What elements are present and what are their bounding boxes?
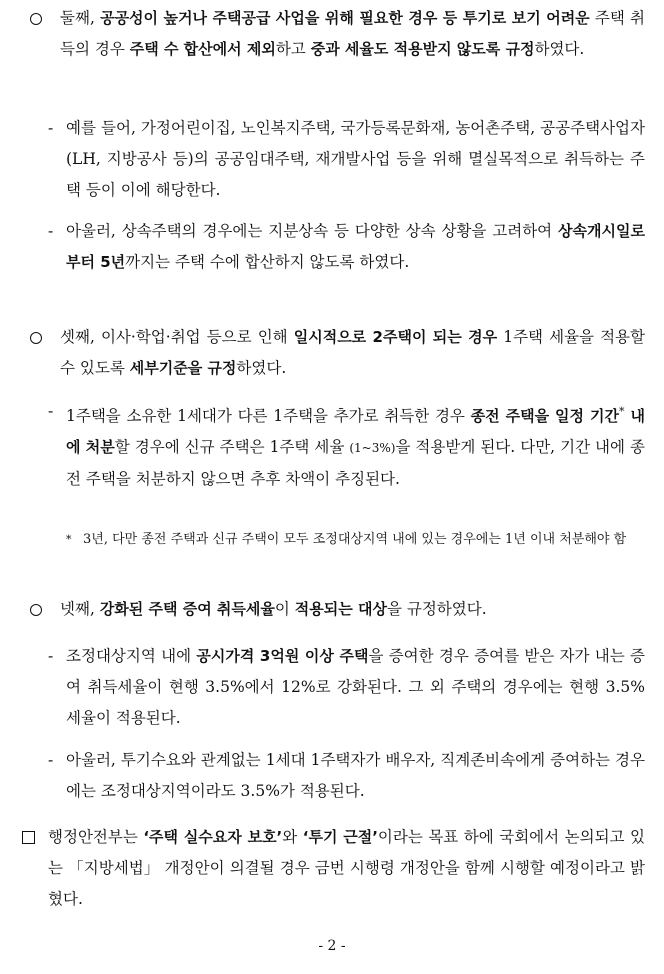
dash-bullet: - (48, 647, 54, 665)
temporary-two-houses-text: 1주택을 소유한 1세대가 다른 1주택을 추가로 취득한 경우 종전 주택을 일정 기간* 내에 처분할 경우에 신규 주택은 1주택 세율 (1~3%)을 적용받게 된다. 다만, 기간 내에 종전 주택을 처분하지 않으면 추후 차액이 추징된다. (66, 405, 646, 489)
gift-tax-item (48, 641, 645, 734)
dash-bullet: - (48, 402, 54, 420)
temporary-two-houses-item (48, 396, 645, 495)
section-fourth (30, 594, 645, 625)
section-second (30, 3, 645, 65)
square-bullet-icon (22, 831, 35, 844)
circle-bullet-icon (30, 604, 42, 616)
inheritance-text: 아울러, 상속주택의 경우에는 지분상속 등 다양한 상속 상황을 고려하여 상속개시일로부터 5년까지는 주택 수에 합산하지 않도록 하였다. (66, 222, 645, 271)
page-number: - 2 - (318, 938, 346, 954)
section-fourth-text: 넷째, 강화된 주택 증여 취득세율이 적용되는 대상을 규정하였다. (60, 600, 487, 618)
dash-bullet: - (48, 222, 54, 240)
footnote (66, 528, 645, 552)
circle-bullet-icon (30, 13, 42, 25)
section-second-text: 둘째, 공공성이 높거나 주택공급 사업을 위해 필요한 경우 등 투기로 보기 어려운 주택 취득의 경우 주택 수 합산에서 제외하고 중과 세율도 적용받지 않도록 규정하였다. (60, 9, 645, 58)
gift-tax-text: 조정대상지역 내에 공시가격 3억원 이상 주택을 증여한 경우 증여를 받은 자가 내는 증여 취득세율이 현행 3.5%에서 12%로 강화된다. 그 외 주택의 경우에는 현행 3.5% 세율이 적용된다. (66, 647, 645, 727)
spouse-gift-item (48, 745, 645, 807)
inheritance-list-item (48, 216, 645, 278)
dash-bullet: - (48, 119, 54, 137)
spouse-gift-text: 아울러, 투기수요와 관계없는 1세대 1주택자가 배우자, 직계존비속에게 증여하는 경우에는 조정대상지역이라도 3.5%가 적용된다. (66, 751, 645, 800)
footnote-text: 3년, 다만 종전 주택과 신규 주택이 모두 조정대상지역 내에 있는 경우에는 1년 이내 처분해야 함 (83, 532, 627, 547)
section-third-text: 셋째, 이사·학업·취업 등으로 인해 일시적으로 2주택이 되는 경우 1주택 세율을 적용할 수 있도록 세부기준을 규정하였다. (60, 328, 645, 377)
dash-bullet: - (48, 751, 54, 769)
example-text: 예를 들어, 가정어린이집, 노인복지주택, 국가등록문화재, 농어촌주택, 공공주택사업자(LH, 지방공사 등)의 공공임대주택, 재개발사업 등을 위해 멸실목적으로 취득하는 주택 등이 이에 해당한다. (66, 119, 645, 199)
section-third (30, 322, 645, 384)
closing-text: 행정안전부는 ‘주택 실수요자 보호’와 ‘투기 근절’이라는 목표 하에 국회에서 논의되고 있는 「지방세법」 개정안이 의결될 경우 금번 시행령 개정안을 함께 시행할 예정이라고 밝혔다. (48, 828, 645, 908)
asterisk-marker: * (66, 533, 72, 546)
circle-bullet-icon (30, 332, 42, 344)
example-list-item (48, 113, 645, 206)
closing-paragraph (22, 822, 645, 915)
